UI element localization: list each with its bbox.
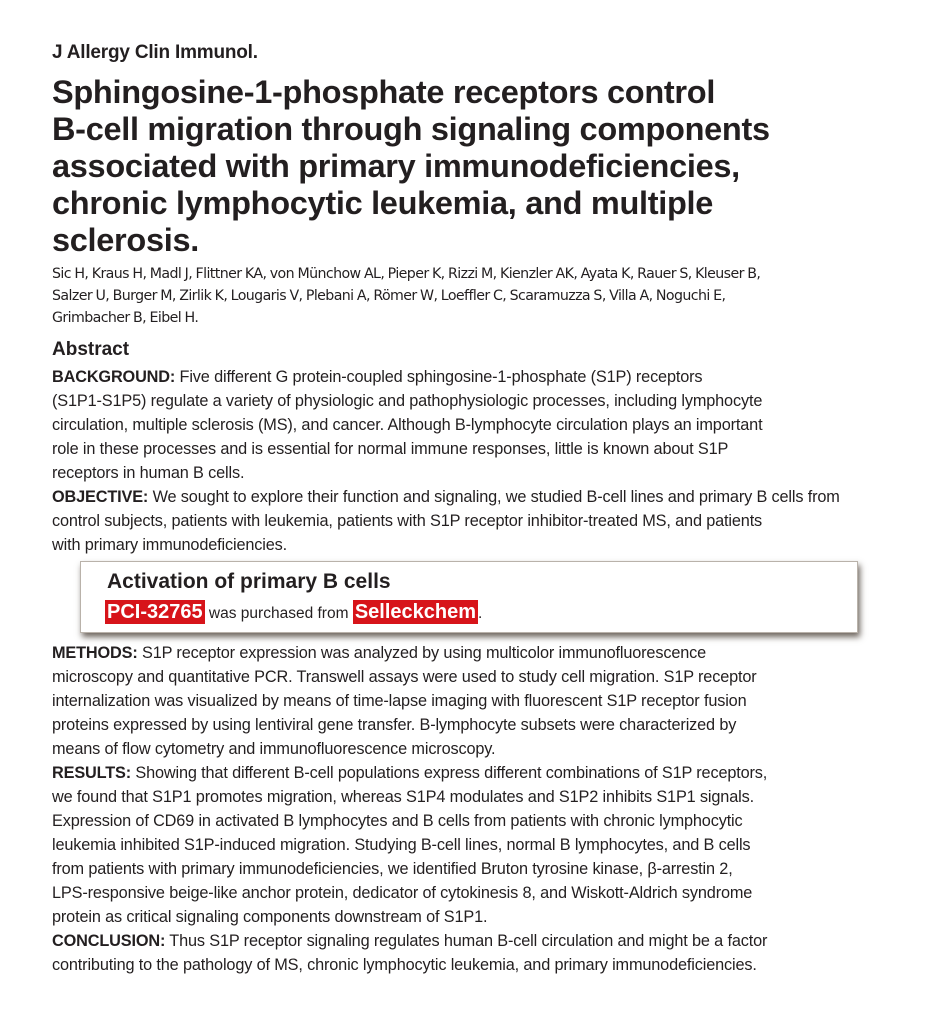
abstract-methods xyxy=(52,641,882,761)
title-line: Sphingosine-1-phosphate receptors control xyxy=(52,74,716,110)
title-line: associated with primary immunodeficiencies, xyxy=(52,148,740,184)
paper-page xyxy=(52,40,882,977)
section-text: (S1P1-S1P5) regulate a variety of physiologic and pathophysiologic processes, including lymphocyte xyxy=(52,392,763,410)
callout-title: Activation of primary B cells xyxy=(107,570,391,593)
section-text: We sought to explore their function and signaling, we studied B-cell lines and primary B cells from xyxy=(148,488,840,506)
section-text: proteins expressed by using lentiviral gene transfer. B-lymphocyte subsets were characterized by xyxy=(52,716,737,734)
section-text: means of flow cytometry and immunofluorescence microscopy. xyxy=(52,740,496,758)
title-line: sclerosis. xyxy=(52,222,199,258)
author-list xyxy=(52,263,882,329)
section-text: control subjects, patients with leukemia, patients with S1P receptor inhibitor-treated MS, and patients xyxy=(52,512,763,530)
author-line: Grimbacher B, Eibel H. xyxy=(52,310,199,326)
abstract-results xyxy=(52,761,882,929)
section-text: with primary immunodeficiencies. xyxy=(52,536,287,554)
section-text: microscopy and quantitative PCR. Transwell assays were used to study cell migration. S1P receptor xyxy=(52,668,757,686)
author-line: Sic H, Kraus H, Madl J, Flittner KA, von Münchow AL, Pieper K, Rizzi M, Kienzler AK, Ayata K, Rauer S, Kleuser B, xyxy=(52,266,761,282)
section-label: OBJECTIVE: xyxy=(52,488,149,506)
section-text: from patients with primary immunodeficiencies, we identified Bruton tyrosine kinase, β-arrestin 2, xyxy=(52,860,733,878)
compound-highlight[interactable]: PCI-32765 xyxy=(107,601,203,623)
title-line: chronic lymphocytic leukemia, and multiple xyxy=(52,185,714,221)
section-text: receptors in human B cells. xyxy=(52,464,245,482)
supplier-highlight[interactable]: Selleckchem xyxy=(354,601,477,623)
section-text: role in these processes and is essential for normal immune responses, little is known about S1P xyxy=(52,440,729,458)
abstract-background xyxy=(52,365,882,485)
section-text: Showing that different B-cell populations express different combinations of S1P receptors, xyxy=(131,764,768,782)
article-title xyxy=(52,74,882,259)
abstract-heading: Abstract xyxy=(52,339,130,360)
author-line: Salzer U, Burger M, Zirlik K, Lougaris V, Plebani A, Römer W, Loeffler C, Scaramuzza S, Villa A, Noguchi E, xyxy=(52,288,726,304)
section-text: we found that S1P1 promotes migration, whereas S1P4 modulates and S1P2 inhibits S1P1 signals. xyxy=(52,788,754,806)
section-label: CONCLUSION: xyxy=(52,932,166,950)
callout-text xyxy=(105,600,482,626)
section-text: circulation, multiple sclerosis (MS), and cancer. Although B-lymphocyte circulation plays an important xyxy=(52,416,763,434)
callout-end-text: . xyxy=(478,605,483,622)
section-text: Expression of CD69 in activated B lymphocytes and B cells from patients with chronic lymphocytic xyxy=(52,812,743,830)
section-text: leukemia inhibited S1P-induced migration. Studying B-cell lines, normal B lymphocytes, and B cells xyxy=(52,836,751,854)
section-text: Thus S1P receptor signaling regulates human B-cell circulation and might be a factor xyxy=(165,932,768,950)
section-text: internalization was visualized by means of time-lapse imaging with fluorescent S1P receptor fusion xyxy=(52,692,747,710)
callout-middle-text: was purchased from xyxy=(204,605,353,622)
abstract-conclusion xyxy=(52,929,882,977)
title-line: B-cell migration through signaling components xyxy=(52,111,770,147)
section-text: LPS-responsive beige-like anchor protein, dedicator of cytokinesis 8, and Wiskott-Aldrich syndrome xyxy=(52,884,753,902)
section-label: METHODS: xyxy=(52,644,138,662)
section-label: RESULTS: xyxy=(52,764,131,782)
journal-name: J Allergy Clin Immunol. xyxy=(52,42,258,63)
section-text: S1P receptor expression was analyzed by using multicolor immunofluorescence xyxy=(137,644,707,662)
abstract-objective xyxy=(52,485,882,557)
product-callout-box xyxy=(80,561,858,633)
section-text: Five different G protein-coupled sphingosine-1-phosphate (S1P) receptors xyxy=(175,368,703,386)
section-text: contributing to the pathology of MS, chronic lymphocytic leukemia, and primary immunodeficiencies. xyxy=(52,956,757,974)
section-label: BACKGROUND: xyxy=(52,368,176,386)
section-text: protein as critical signaling components downstream of S1P1. xyxy=(52,908,488,926)
